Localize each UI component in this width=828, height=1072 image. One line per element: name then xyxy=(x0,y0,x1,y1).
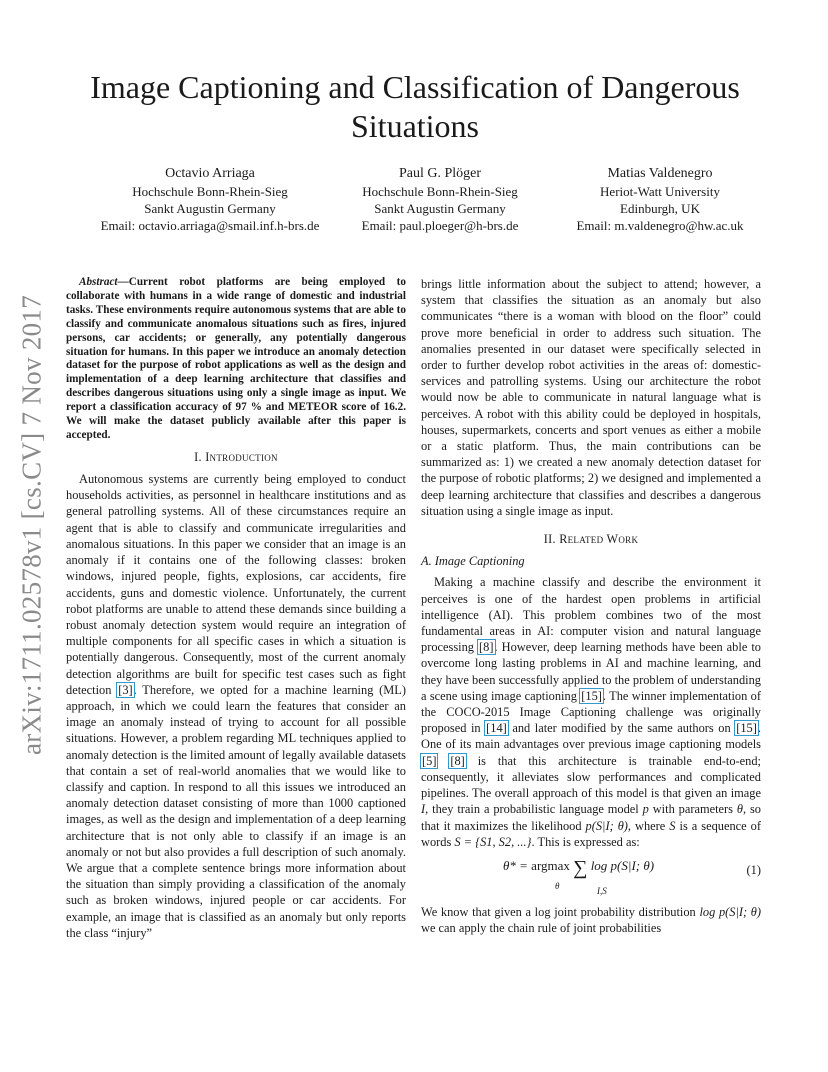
author-name: Matias Valdenegro xyxy=(607,166,713,181)
math-expression: S = {S1, S2, ...} xyxy=(454,834,532,849)
paragraph-text: , where xyxy=(627,818,670,833)
arxiv-identifier-stamp xyxy=(8,280,56,770)
paragraph-text: We know that given a log joint probability distribution xyxy=(421,904,700,919)
author-email: Email: m.valdenegro@hw.ac.uk xyxy=(576,218,744,233)
math-variable: I xyxy=(421,802,426,817)
author-email: Email: octavio.arriaga@smail.inf.h-brs.de xyxy=(100,218,320,233)
author-location: Sankt Augustin Germany xyxy=(144,201,276,216)
intro-paragraph xyxy=(66,471,406,941)
paragraph-text: is a sequence of words xyxy=(421,818,761,849)
equation-argmax-subscript: θ xyxy=(555,880,560,891)
abstract-label: Abstract xyxy=(79,276,118,288)
paragraph-text xyxy=(437,754,449,768)
author-name: Paul G. Plöger xyxy=(398,166,482,181)
section-number: II. xyxy=(543,532,556,547)
author-2 xyxy=(335,165,545,234)
equation-number: (1) xyxy=(746,862,761,877)
equation-1 xyxy=(421,854,761,898)
author-name: Octavio Arriaga xyxy=(165,166,255,181)
math-expression: p(S|I; θ) xyxy=(585,818,628,833)
citation-link[interactable]: [5] xyxy=(422,753,437,768)
equation-rhs: log p(S|I; θ) xyxy=(590,857,655,873)
paragraph-text: Autonomous systems are currently being employed to conduct households activities, as personnel in healthcare institutions and as general patrolling systems. All of these circumstances require an agent that is able to classify and communicate irregularities and anomalous situations. In this paper we consider that an image is an anomaly if it contains one of the following classes: broken windows, injured people, fights, explosions, car accidents, fire accidents, guns and domestic violence. Unfortunately, the current robot platforms are unable to attend these demands since building a robust anomaly detection system would require an integration of multiple components for all specific cases in which a situation is potentially dangerous. Consequently, most of the current anomaly detection algorithms are built for specific test cases such as fight detection xyxy=(66,472,406,697)
author-affiliation: Heriot-Watt University xyxy=(600,184,720,199)
author-location: Edinburgh, UK xyxy=(620,201,700,216)
paragraph-text: we can apply the chain rule of joint probabilities xyxy=(421,921,662,936)
paper-title: Image Captioning and Classification of Dangerous Situations xyxy=(90,69,740,144)
section-heading-related-work xyxy=(421,531,761,547)
paragraph-text: . Therefore, we opted for a machine learning (ML) approach, in which we could learn the features that consider an image an anomaly instead of trying to account for all possible situations. However, a problem regarding ML techniques applied to anomaly detection is the limited amount of legally available datasets that contain a set of real-world anomalies that we would like to classify and caption. In respond to all this issues we introduced an anomaly detection dataset consisting of more than 1000 captioned images, as well as the design and implementation of a deep learning architecture that is not only able to classify if an image is an anomaly or not but also provides a full description of such anomaly. We argue that a complete sentence brings more information about the situation than simply providing a classification of the anomaly such as broken windows, injured people or car accidents. For example, an image that is classified as an anomaly but only reports the class “injury” xyxy=(66,682,407,940)
citation-link[interactable]: [14] xyxy=(486,721,507,736)
related-work-paragraph-2 xyxy=(421,904,761,936)
equation-sum-subscript: I,S xyxy=(597,885,607,896)
citation-link[interactable]: [15] xyxy=(736,721,757,736)
citation-link[interactable]: [8] xyxy=(479,640,494,655)
citation-link[interactable]: [8] xyxy=(450,753,465,768)
paragraph-text: . However, deep learning methods have been able to overcome long lasting problems in AI and machine learning, and they have been successfully applied to the problem of understanding a scene using image captioning xyxy=(421,640,762,703)
section-number: I. xyxy=(194,449,202,464)
related-work-paragraph xyxy=(421,574,761,849)
author-location: Sankt Augustin Germany xyxy=(374,201,506,216)
author-email: Email: paul.ploeger@h-brs.de xyxy=(361,218,519,233)
subsection-heading-image-captioning: A. Image Captioning xyxy=(421,554,525,569)
section-title: Related Work xyxy=(559,532,639,547)
paragraph-text: , so that it maximizes the likelihood xyxy=(421,802,761,833)
equation-argmax: argmax xyxy=(531,857,570,873)
author-affiliation: Hochschule Bonn-Rhein-Sieg xyxy=(362,184,518,199)
paragraph-text: . The winner implementation of the COCO-2015 Image Captioning challenge was originally proposed in xyxy=(421,688,762,736)
citation-link[interactable]: [3] xyxy=(118,682,133,697)
author-3 xyxy=(545,165,775,234)
author-affiliation: Hochschule Bonn-Rhein-Sieg xyxy=(132,184,288,199)
paragraph-text: is that this architecture is trainable end-to-end; consequently, it alleviates slow performances and complicated pipelines. The overall approach of this model is that given an image xyxy=(421,753,761,801)
math-expression: log p(S|I; θ) xyxy=(699,904,761,919)
abstract xyxy=(66,276,406,443)
paragraph-text: . One of its main advantages over previous image captioning models xyxy=(421,721,761,752)
paragraph-text: , they train a probabilistic language model xyxy=(425,802,643,817)
citation-link[interactable]: [15] xyxy=(581,688,602,703)
paragraph-text: Making a machine classify and describe the environment it perceives is one of the hardest open problems in artificial intelligence (AI). This problem combines two of the most fundamental areas in AI: computer vision and natural language processing xyxy=(421,575,761,655)
equation-lhs: θ* = xyxy=(503,857,532,873)
paragraph-text: and later modified by the same authors on xyxy=(507,721,736,736)
paragraph-text: with parameters xyxy=(648,802,737,817)
author-1 xyxy=(80,165,340,234)
math-variable: S xyxy=(669,818,676,833)
arxiv-identifier-text: arXiv:1711.02578v1 [cs.CV] 7 Nov 2017 xyxy=(16,294,47,756)
section-heading-introduction xyxy=(66,449,406,465)
equation-sum-symbol: ∑ xyxy=(573,856,588,879)
section-title: Introduction xyxy=(205,449,278,464)
math-variable: θ xyxy=(736,802,743,817)
right-column xyxy=(421,276,761,936)
left-column xyxy=(66,276,406,941)
intro-paragraph-continued: brings little information about the subject to attend; however, a system that classifies the situation as an anomaly but also communicates “there is a woman with blood on the floor” could prove more beneficial in order to address such situation. The anomalies presented in our dataset were specifically selected in order to further develop robot activities in the areas of: domestic-services and patrolling systems. Using our architecture the robot would now be able to communicate in natural language what is perceives. A robot with this ability could be deployed in hospitals, houses, supermarkets, concerts and sport venues as either a mobile or a static platform. Thus, the main contributions can be summarized as: 1) we created a new anomaly detection dataset for the purpose of robotic platforms; 2) we designed and implemented a deep learning architecture that classifies and describes a dangerous situation using a single image as input. xyxy=(421,277,761,518)
equation-body xyxy=(503,856,655,879)
abstract-text: —Current robot platforms are being employed to collaborate with humans in a wide range of domestic and industrial tasks. These environments require autonomous systems that are able to classify and communicate anomalous situations such as fires, injured persons, car accidents; or generally, any potentially dangerous situation for humans. In this paper we introduce an anomaly detection dataset for the purpose of robot applications as well as the design and implementation of a deep learning architecture that classifies and describes dangerous situations using only a single image as input. We report a classification accuracy of 97 % and METEOR score of 16.2. We will make the dataset publicly available after this paper is accepted. xyxy=(66,276,406,441)
paragraph-text: . This is expressed as: xyxy=(531,834,640,849)
math-variable: p xyxy=(642,802,649,817)
